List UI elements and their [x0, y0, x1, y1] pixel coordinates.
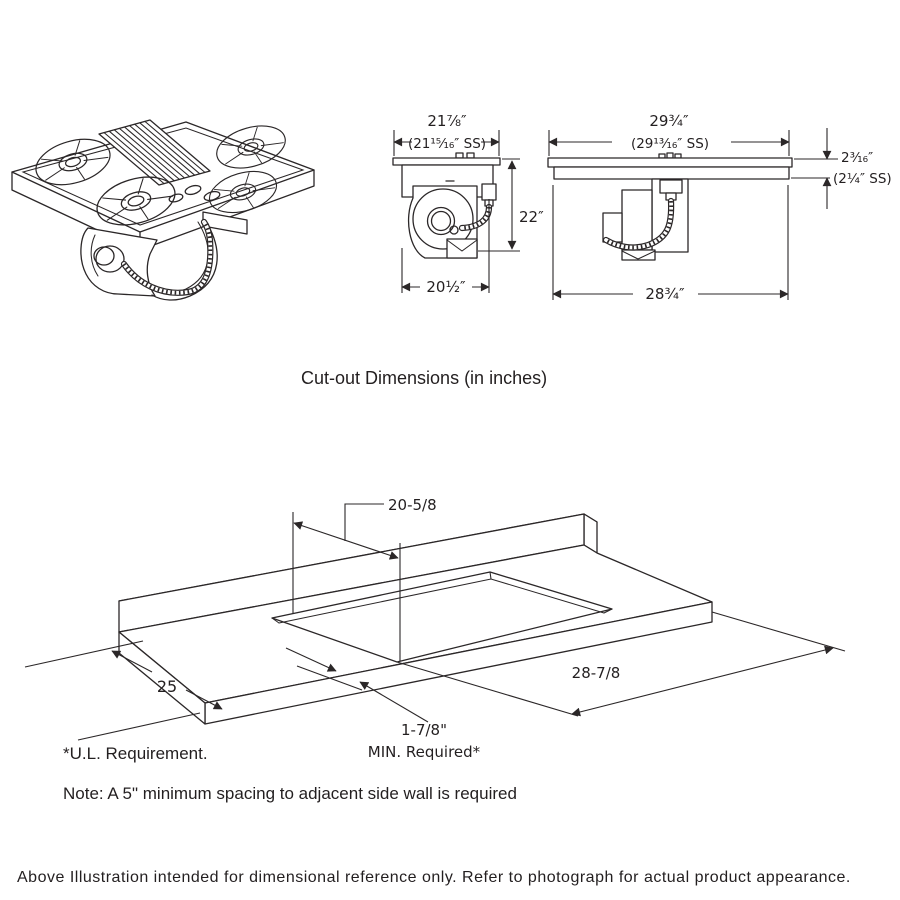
counter-depth-label: 25 — [156, 677, 178, 696]
side-bottom-width-label: 28¾″ — [645, 285, 685, 303]
front-width-ss-label: (21¹⁵⁄₁₆″ SS) — [407, 136, 487, 152]
side-width-label: 29¾″ — [649, 112, 689, 130]
cutout-width-label: 28-7/8 — [571, 664, 621, 682]
countertop-cutout-diagram — [25, 496, 845, 761]
front-width-label: 21⅞″ — [427, 112, 467, 130]
side-wall-spacing-note: Note: A 5" minimum spacing to adjacent side wall is required — [63, 784, 517, 803]
cutout-depth-label: 20-5/8 — [388, 496, 437, 514]
ul-requirement-note: *U.L. Requirement. — [63, 744, 208, 763]
front-bottom-width-label: 20½″ — [426, 278, 466, 296]
side-dimension-view — [548, 112, 892, 303]
side-rim-height-label: 2³⁄₁₆″ — [841, 150, 874, 166]
front-clearance-note: MIN. Required* — [367, 743, 481, 761]
front-height-label: 22″ — [519, 208, 544, 226]
footer-disclaimer: Above Illustration intended for dimensional reference only. Refer to photograph for actual product appearance. — [17, 869, 851, 886]
cooktop-illustration — [12, 119, 314, 300]
front-clearance-label: 1-7/8" — [401, 721, 447, 739]
side-rim-height-ss-label: (2¼″ SS) — [833, 171, 892, 187]
section-title: Cut-out Dimensions (in inches) — [301, 368, 548, 388]
front-dimension-view — [393, 112, 544, 296]
side-width-ss-label: (29¹³⁄₁₆″ SS) — [630, 136, 710, 152]
